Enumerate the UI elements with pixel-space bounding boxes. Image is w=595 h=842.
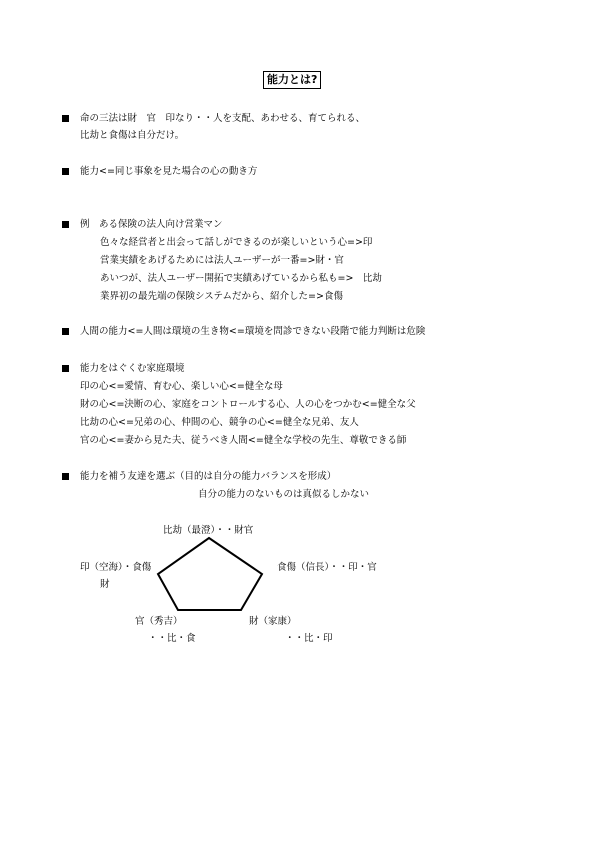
section-3-line-4: あいつが、法人ユーザー開拓で実績あげているから私も=> 比劫 [100, 273, 382, 284]
section-5-line-5: 官の心<=妻から見た夫、従うべき人間<=健全な学校の先生、尊敬できる師 [80, 435, 407, 446]
section-3-line-1: 例 ある保険の法人向け営業マン [80, 219, 223, 230]
pentagon-label-bottom-left-sub: ・・比・食 [148, 633, 196, 644]
pentagon-label-bottom-right-sub: ・・比・印 [285, 633, 333, 644]
pentagon-label-top: 比劫（最澄）・・財官 [163, 525, 254, 536]
page-title: 能力とは? [263, 71, 321, 89]
pentagon-label-bottom-right: 財（家康） [249, 616, 297, 627]
bullet-marker [62, 221, 69, 228]
section-4-line-1: 人間の能力<=人間は環境の生き物<=環境を問診できない段階で能力判断は危険 [80, 326, 426, 337]
pentagon-label-left-sub: 財 [100, 579, 110, 590]
section-2-line-1: 能力<=同じ事象を見た場合の心の動き方 [80, 166, 258, 177]
section-1-line-1: 命の三法は財 官 印なり・・人を支配、あわせる、育てられる、 [80, 113, 366, 124]
bullet-marker [62, 168, 69, 175]
section-5-line-3: 財の心<=決断の心、家庭をコントロールする心、人の心をつかむ<=健全な父 [80, 399, 416, 410]
section-5-line-2: 印の心<=愛情、育む心、楽しい心<=健全な母 [80, 381, 283, 392]
section-1-line-2: 比劫と食傷は自分だけ。 [80, 130, 185, 141]
pentagon-diagram [150, 535, 270, 615]
bullet-marker [62, 115, 69, 122]
bullet-marker [62, 365, 69, 372]
section-5-line-4: 比劫の心<=兄弟の心、仲間の心、競争の心<=健全な兄弟、友人 [80, 417, 359, 428]
bullet-marker [62, 473, 69, 480]
bullet-marker [62, 328, 69, 335]
section-5-line-1: 能力をはぐくむ家庭環境 [80, 363, 185, 374]
pentagon-shape [158, 538, 262, 610]
pentagon-label-bottom-left: 官（秀吉） [135, 616, 183, 627]
section-3-line-2: 色々な経営者と出会って話しができるのが楽しいという心=>印 [100, 237, 373, 248]
section-6-line-1: 能力を補う友達を選ぶ（目的は自分の能力バランスを形成） [80, 471, 337, 482]
section-6-line-2: 自分の能力のないものは真似るしかない [198, 489, 370, 500]
pentagon-label-left: 印（空海）・食傷 [80, 562, 152, 573]
section-3-line-3: 営業実績をあげるためには法人ユーザーが一番=>財・官 [100, 255, 344, 266]
pentagon-label-right: 食傷（信長）・・印・官 [277, 562, 377, 573]
section-3-line-5: 業界初の最先端の保険システムだから、紹介した=>食傷 [100, 291, 343, 302]
